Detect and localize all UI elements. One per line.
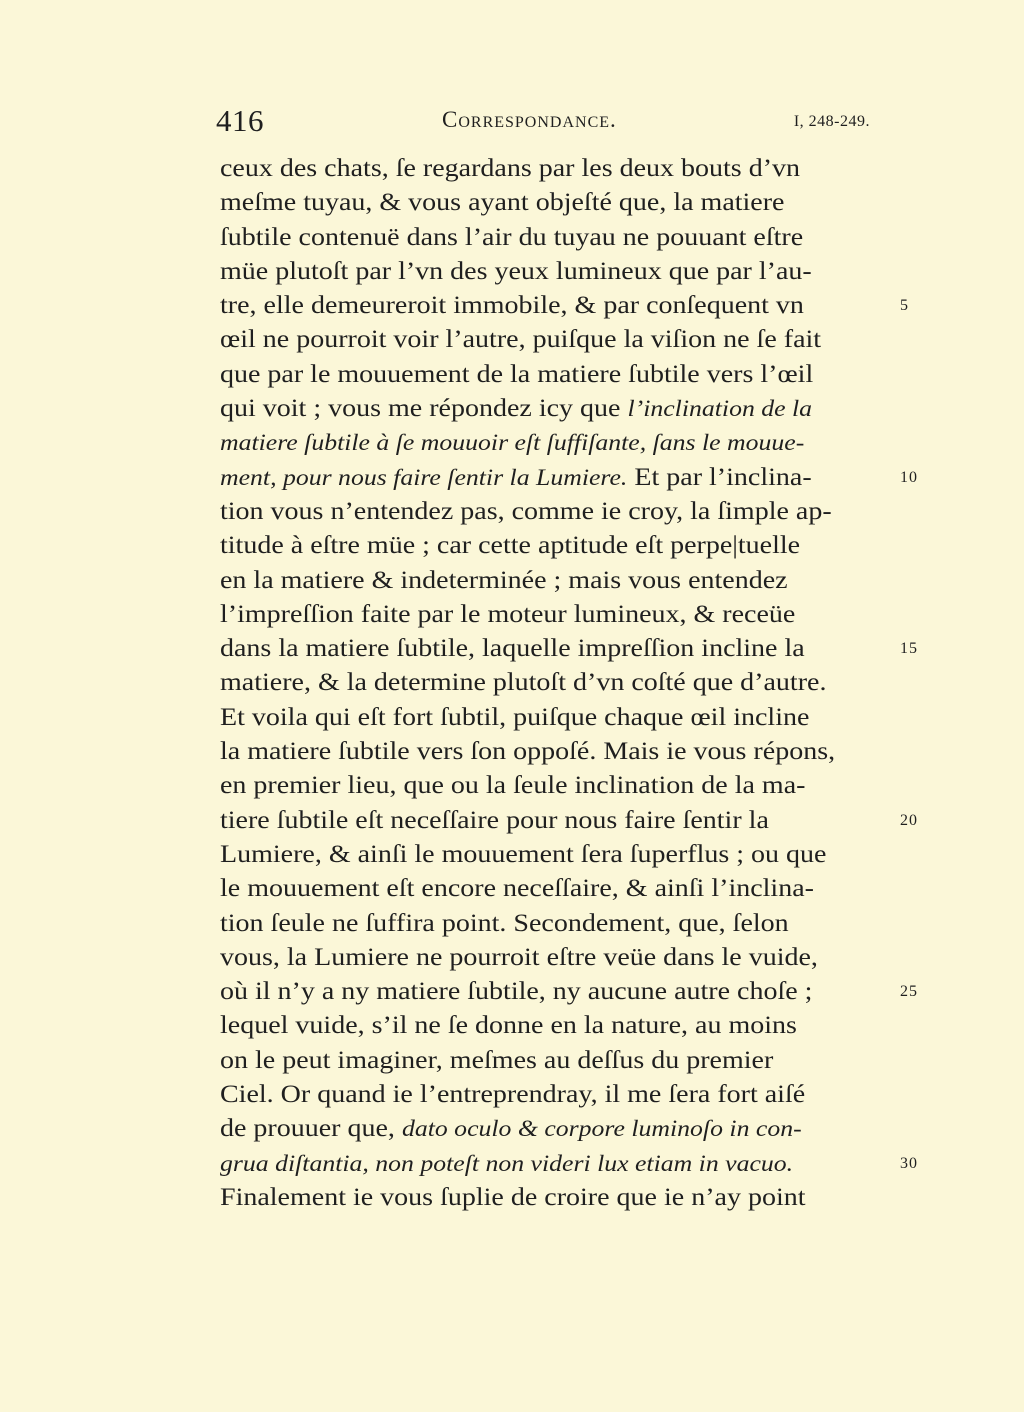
- text-line: [220, 255, 872, 289]
- line-content: [220, 1009, 797, 1043]
- line-text: matiere, & la determine plutoſt d’vn coſté que d’autre.: [220, 669, 827, 697]
- line-text: le mouuement eſt encore neceſſaire, & ainſi l’inclina-: [220, 875, 814, 903]
- text-line: [220, 941, 872, 975]
- text-line: [220, 735, 872, 769]
- line-text: ſubtile contenuë dans l’air du tuyau ne pouuant eſtre: [220, 223, 804, 251]
- line-content: [220, 666, 826, 700]
- text-line: [220, 426, 872, 460]
- line-content: [220, 255, 812, 289]
- line-text: tre, elle demeureroit immobile, & par conſequent vn: [220, 292, 804, 320]
- line-content: [220, 358, 813, 392]
- line-content: [220, 564, 788, 598]
- text-line: [220, 495, 872, 529]
- line-content: [220, 392, 812, 426]
- line-text: en premier lieu, que ou la ſeule inclination de la ma-: [220, 772, 806, 800]
- line-content: [220, 289, 804, 323]
- line-content: [220, 426, 804, 460]
- line-content: [220, 632, 805, 666]
- text-line: [220, 975, 918, 1009]
- line-text: la matiere ſubtile vers ſon oppoſé. Mais ie vous répons,: [220, 738, 836, 766]
- line-content: [220, 529, 800, 563]
- line-text: tion vous n’entendez pas, comme ie croy, la ſimple ap-: [220, 497, 832, 525]
- text-line: [220, 289, 909, 323]
- line-content: [220, 495, 832, 529]
- text-line: [220, 632, 918, 666]
- text-line: [220, 186, 872, 220]
- line-text: on le peut imaginer, meſmes au deſſus du premier: [220, 1046, 774, 1074]
- line-text: où il n’y a ny matiere ſubtile, ny aucune autre choſe ;: [220, 978, 813, 1006]
- text-line: [220, 1009, 872, 1043]
- italic-quote: dato oculo & corpore luminoſo in con-: [401, 1116, 802, 1142]
- text-line: [220, 838, 872, 872]
- line-content: [220, 735, 835, 769]
- line-number: 25: [900, 983, 918, 1001]
- line-number: 15: [900, 640, 918, 658]
- text-line: [220, 221, 872, 255]
- italic-quote: grua diſtantia, non poteſt non videri lux etiam in vacuo.: [220, 1150, 794, 1176]
- line-content: [220, 804, 769, 838]
- line-content: [220, 221, 803, 255]
- line-text: de prouuer que,: [220, 1115, 402, 1143]
- text-line: [220, 1147, 918, 1181]
- text-line: [220, 769, 872, 803]
- line-text: ceux des chats, ſe regardans par les deux bouts d’vn: [220, 155, 801, 182]
- line-content: [220, 769, 805, 803]
- text-line: [220, 907, 872, 941]
- body-text: [220, 152, 918, 1215]
- folio-reference: I, 248-249.: [793, 113, 870, 130]
- line-content: [220, 872, 814, 906]
- running-title: Correspondance.: [442, 107, 617, 132]
- text-line: [220, 323, 872, 357]
- text-line: [220, 358, 872, 392]
- line-content: [220, 152, 800, 186]
- line-text: œil ne pourroit voir l’autre, puiſque la viſion ne ſe fait: [220, 326, 822, 354]
- text-line: [220, 1181, 872, 1215]
- line-number: 5: [900, 297, 909, 315]
- line-text: müe plutoſt par l’vn des yeux lumineux que par l’au-: [220, 257, 812, 285]
- line-text: titude à eſtre müe ; car cette aptitude eſt perpe|tuelle: [220, 532, 801, 560]
- line-text: que par le mouuement de la matiere ſubtile vers l’œil: [220, 360, 814, 388]
- line-text: qui voit ; vous me répondez icy que: [220, 395, 628, 423]
- line-content: [220, 1112, 802, 1146]
- text-line: [220, 701, 872, 735]
- line-text: tiere ſubtile eſt neceſſaire pour nous faire ſentir la: [220, 806, 769, 834]
- text-line: [220, 598, 872, 632]
- line-text: l’impreſſion faite par le moteur lumineux, & receüe: [220, 600, 796, 628]
- line-content: [220, 1044, 773, 1078]
- italic-quote: ment, pour nous faire ſentir la Lumiere.: [220, 464, 628, 490]
- text-line: [220, 461, 918, 495]
- line-text: en la matiere & indeterminée ; mais vous entendez: [220, 566, 788, 594]
- line-text: tion ſeule ne ſuffira point. Secondement, que, ſelon: [220, 909, 789, 937]
- page-header: [216, 103, 870, 143]
- line-number: 10: [900, 468, 918, 486]
- line-content: [220, 1078, 805, 1112]
- line-text: Lumiere, & ainſi le mouuement ſera ſuperflus ; ou que: [220, 840, 827, 868]
- text-line: [220, 804, 918, 838]
- line-text: dans la matiere ſubtile, laquelle impreſſion incline la: [220, 635, 805, 663]
- text-line: [220, 666, 872, 700]
- line-content: [220, 186, 784, 220]
- line-text: Et voila qui eſt fort ſubtil, puiſque chaque œil incline: [220, 703, 810, 731]
- italic-quote: l’inclination de la: [627, 396, 813, 422]
- line-text: Finalement ie vous ſuplie de croire que ie n’ay point: [220, 1183, 806, 1211]
- line-number: 30: [900, 1154, 918, 1172]
- line-text: vous, la Lumiere ne pourroit eſtre veüe dans le vuide,: [220, 943, 818, 971]
- text-line: [220, 1044, 872, 1078]
- line-content: [220, 1181, 806, 1215]
- text-line: [220, 392, 872, 426]
- text-line: [220, 564, 872, 598]
- line-content: [220, 838, 826, 872]
- page-number: 416: [216, 103, 264, 138]
- text-line: [220, 872, 872, 906]
- line-content: [220, 598, 795, 632]
- line-content: [220, 975, 812, 1009]
- line-content: [220, 1147, 793, 1181]
- line-text: Et par l’inclina-: [627, 463, 812, 491]
- line-content: [220, 323, 821, 357]
- line-text: lequel vuide, s’il ne ſe donne en la nature, au moins: [220, 1012, 797, 1040]
- text-line: [220, 1078, 872, 1112]
- text-line: [220, 1112, 872, 1146]
- line-text: Ciel. Or quand ie l’entreprendray, il me ſera fort aiſé: [220, 1081, 806, 1109]
- italic-quote: matiere ſubtile à ſe mouuoir eſt ſuffiſante, ſans le mouue-: [220, 430, 805, 456]
- line-number: 20: [900, 811, 918, 829]
- line-text: meſme tuyau, & vous ayant objeſté que, la matiere: [220, 189, 785, 217]
- line-content: [220, 701, 809, 735]
- line-content: [220, 907, 789, 941]
- line-content: [220, 941, 818, 975]
- line-content: [220, 461, 812, 495]
- text-line: [220, 152, 872, 186]
- text-line: [220, 529, 872, 563]
